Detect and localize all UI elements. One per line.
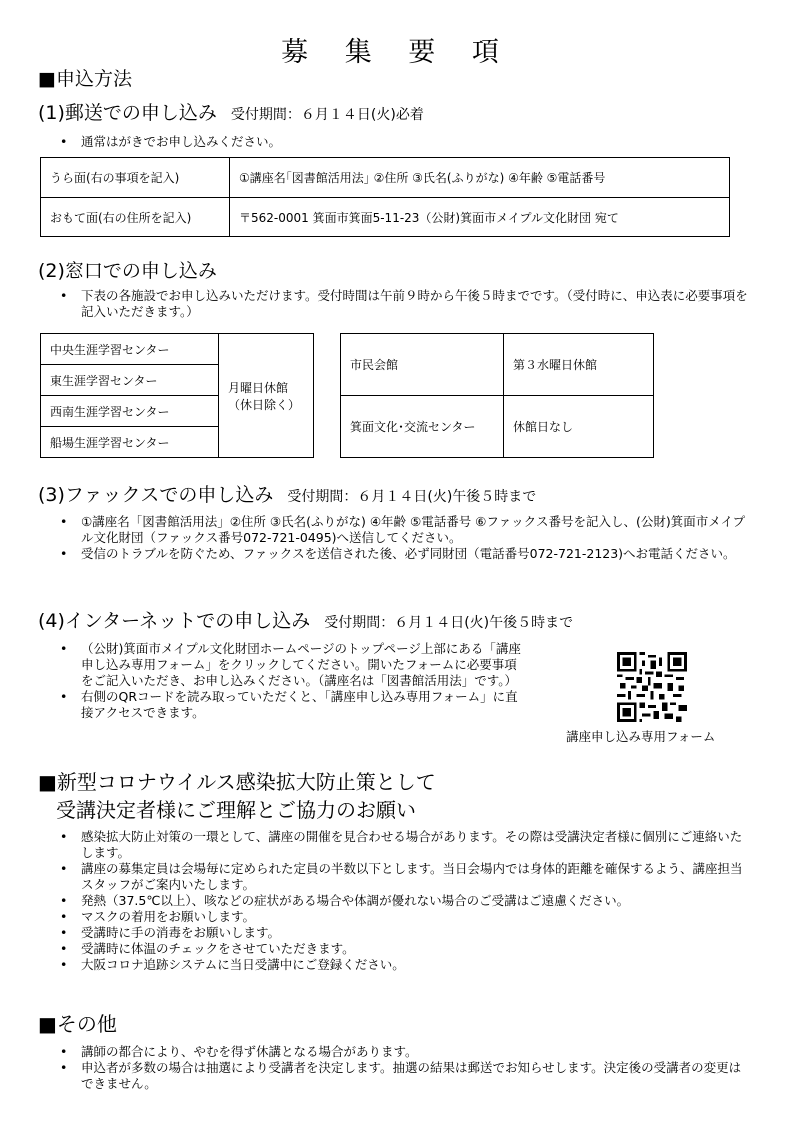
list-item: • 受講時に手の消毒をお願いします。 xyxy=(60,925,752,941)
list-item: • 下表の各施設でお申し込みいただけます。受付時間は午前９時から午後５時までです。（受付時に、申込表に必要事項を記入いただきます。） xyxy=(60,288,750,320)
window-bullets xyxy=(60,288,750,320)
list-item: • （公財)箕面市メイプル文化財団ホームページのトップページ上部にある「講座申し込み専用フォーム」をクリックしてください。開いたフォームに必要事項をご記入いただき、お申し込みください。（講座名は「図書館活用法」です。） xyxy=(60,641,524,689)
list-item: • ①講座名「図書館活用法」②住所 ③氏名(ふりがな) ④年齢 ⑤電話番号 ⑥ファックス番号を記入し、(公財)箕面市メイプル文化財団（ファックス番号072-721-0495)へ送信してください。 xyxy=(60,514,752,546)
list-item: • 右側のQRコードを読み取っていただくと、「講座申し込み専用フォーム」に直接アクセスできます。 xyxy=(60,689,524,721)
table-cell: 中央生涯学習センター xyxy=(41,334,219,365)
list-item: • マスクの着用をお願いします。 xyxy=(60,909,752,925)
table-cell: 船場生涯学習センター xyxy=(41,427,219,458)
other-bullets xyxy=(60,1044,752,1092)
list-item: • 通常はがきでお申し込みください。 xyxy=(60,134,281,150)
internet-period: 受付期間：６月１４日(火)午後５時まで xyxy=(324,615,574,631)
list-item: • 講座の募集定員は会場毎に定められた定員の半数以下とします。当日会場内では身体的距離を確保するよう、講座担当スタッフがご案内いたします。 xyxy=(60,861,752,893)
list-item: • 発熱（37.5℃以上）、咳などの症状がある場合や体調が優れない場合のご受講はご遠慮ください。 xyxy=(60,893,752,909)
table-row xyxy=(41,198,730,237)
table-row xyxy=(341,334,654,396)
list-item: • 受講時に体温のチェックをさせていただきます。 xyxy=(60,941,752,957)
internet-heading: (4)インターネットでの申し込み 受付期間：６月１４日(火)午後５時まで xyxy=(38,610,574,632)
fax-period: 受付期間：６月１４日(火)午後５時まで xyxy=(287,489,537,505)
table-cell: 箕面文化･交流センター xyxy=(341,396,504,458)
table-row xyxy=(41,334,314,365)
table-cell: うら面(右の事項を記入) xyxy=(41,158,230,198)
closed-day-cell: 月曜日休館（休日除く） xyxy=(219,334,314,458)
mail-period: 受付期間：６月１４日(火)必着 xyxy=(230,107,424,123)
apply-method-heading: ■申込方法 xyxy=(38,68,132,90)
table-cell: 休館日なし xyxy=(504,396,654,458)
table-cell: 〒562-0001 箕面市箕面5-11-23（公財)箕面市メイプル文化財団 宛て xyxy=(230,198,730,237)
table-cell: 西南生涯学習センター xyxy=(41,396,219,427)
table-cell: ①講座名｢図書館活用法｣ ②住所 ③氏名(ふりがな) ④年齢 ⑤電話番号 xyxy=(230,158,730,198)
facility-table-left xyxy=(40,333,314,458)
other-heading: ■その他 xyxy=(38,1012,117,1036)
list-item: • 講師の都合により、やむを得ず休講となる場合があります。 xyxy=(60,1044,752,1060)
mail-table xyxy=(40,157,730,237)
list-item: • 感染拡大防止対策の一環として、講座の開催を見合わせる場合があります。その際は受講決定者様に個別にご連絡いたします。 xyxy=(60,829,752,861)
mail-bullets xyxy=(60,134,281,150)
qr-code-icon[interactable] xyxy=(617,652,687,722)
list-item: • 受信のトラブルを防ぐため、ファックスを送信された後、必ず同財団（電話番号072-721-2123)へお電話ください。 xyxy=(60,546,752,562)
mail-heading: (1)郵送での申し込み 受付期間：６月１４日(火)必着 xyxy=(38,102,424,124)
fax-heading: (3)ファックスでの申し込み 受付期間：６月１４日(火)午後５時まで xyxy=(38,484,537,506)
table-cell: 市民会館 xyxy=(341,334,504,396)
internet-bullets xyxy=(60,641,524,721)
page-title: 募 集 要 項 xyxy=(281,37,513,68)
corona-bullets xyxy=(60,829,752,973)
table-row xyxy=(341,396,654,458)
table-cell: 東生涯学習センター xyxy=(41,365,219,396)
corona-heading: ■新型コロナウイルス感染拡大防止策として xyxy=(38,770,436,794)
list-item: • 大阪コロナ追跡システムに当日受講中にご登録ください。 xyxy=(60,957,752,973)
window-heading: (2)窓口での申し込み xyxy=(38,260,217,282)
qr-caption: 講座申し込み専用フォーム xyxy=(566,729,716,744)
facility-table-right xyxy=(340,333,654,458)
fax-bullets xyxy=(60,514,752,562)
corona-subheading: 受講決定者様にご理解とご協力のお願い xyxy=(56,798,416,822)
list-item: • 申込者が多数の場合は抽選により受講者を決定します。抽選の結果は郵送でお知らせします。決定後の受講者の変更はできません。 xyxy=(60,1060,752,1092)
table-row xyxy=(41,158,730,198)
table-cell: 第３水曜日休館 xyxy=(504,334,654,396)
table-cell: おもて面(右の住所を記入) xyxy=(41,198,230,237)
